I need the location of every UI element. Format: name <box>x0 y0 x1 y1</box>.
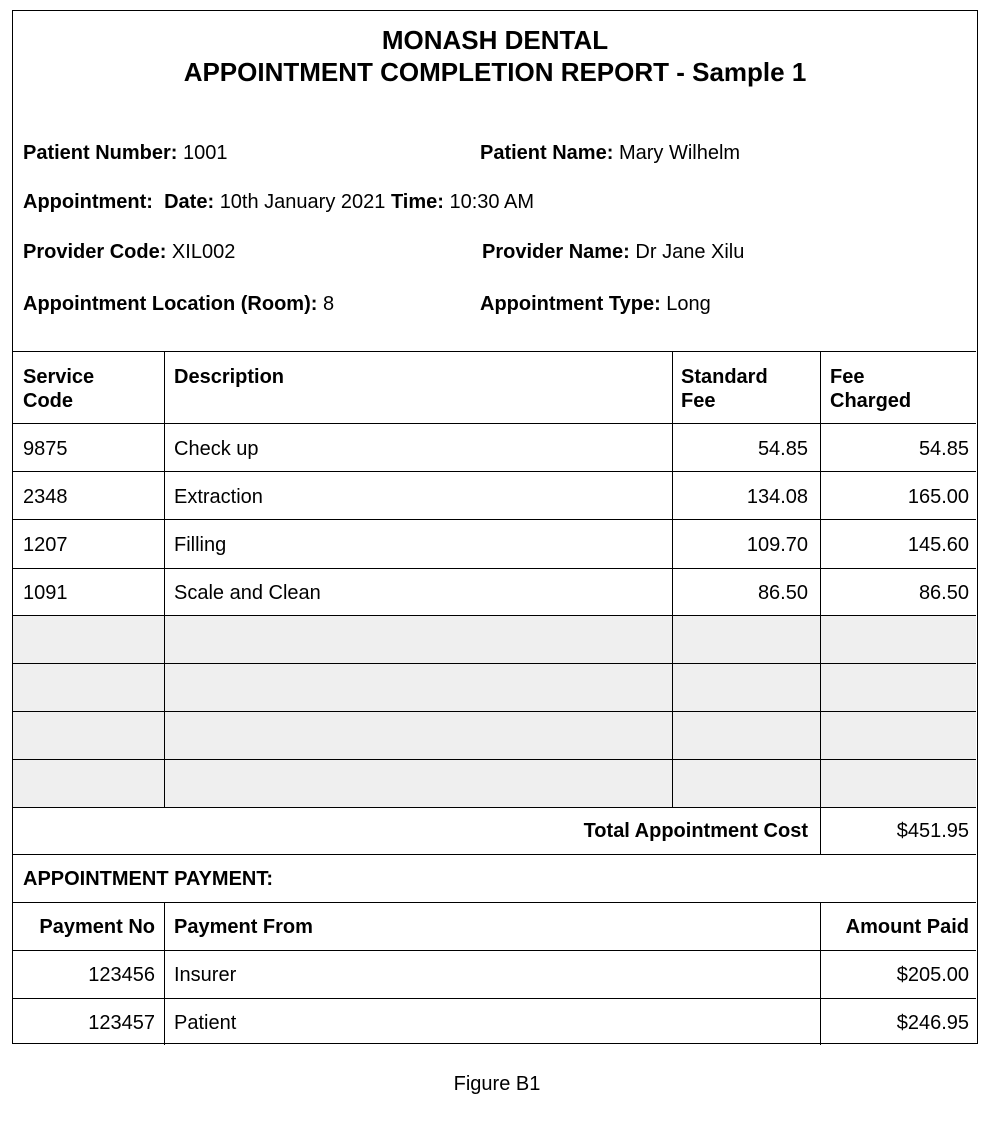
divider <box>13 998 976 999</box>
service-code: 1207 <box>23 534 68 556</box>
provider-code-value: XIL002 <box>171 241 236 263</box>
appointment-type <box>480 292 711 316</box>
appointment-type-value: Long <box>666 293 711 315</box>
payment-amount: $246.95 <box>896 1012 969 1034</box>
patient-number-value: 1001 <box>183 142 228 164</box>
divider <box>13 615 976 616</box>
divider <box>13 471 976 472</box>
patient-name-value: Mary Wilhelm <box>618 142 741 164</box>
provider-name-value: Dr Jane Xilu <box>635 241 745 263</box>
service-fee-charged: 145.60 <box>907 534 969 556</box>
appointment-date-label: Date: <box>164 191 215 213</box>
header-payment-from: Payment From <box>174 916 313 938</box>
appointment-location <box>23 292 334 316</box>
payment-no: 123457 <box>88 1012 155 1034</box>
divider <box>13 902 976 903</box>
divider <box>13 711 976 712</box>
column-divider <box>164 351 165 807</box>
header-standard-fee-line2: Fee <box>681 390 716 412</box>
appointment-location-label: Appointment Location (Room): <box>23 293 318 315</box>
header-description: Description <box>174 366 285 388</box>
header-service-code-line1: Service <box>23 366 95 388</box>
appointment-location-value: 8 <box>322 293 335 315</box>
payment-no: 123456 <box>88 964 155 986</box>
divider <box>13 663 976 664</box>
divider <box>13 759 976 760</box>
divider <box>13 519 976 520</box>
service-description: Filling <box>174 534 227 556</box>
header-standard-fee-line1: Standard <box>681 366 768 388</box>
figure-caption: Figure B1 <box>453 1073 541 1095</box>
header-standard-fee <box>681 365 816 413</box>
payment-amount: $205.00 <box>896 964 969 986</box>
header-service-code <box>23 365 158 413</box>
appointment-label: Appointment: <box>23 191 153 213</box>
header-fee-charged-line2: Charged <box>830 390 912 412</box>
report-title: APPOINTMENT COMPLETION REPORT - Sample 1 <box>183 57 807 87</box>
payment-from: Insurer <box>174 964 237 986</box>
patient-number-label: Patient Number: <box>23 142 178 164</box>
service-description: Extraction <box>174 486 263 508</box>
service-code: 1091 <box>23 582 68 604</box>
header-amount-paid: Amount Paid <box>845 916 969 938</box>
total-cost-value: $451.95 <box>896 820 969 842</box>
provider-code <box>23 240 235 264</box>
report-title-clinic: MONASH DENTAL <box>381 25 609 55</box>
service-fee-charged: 54.85 <box>918 438 969 460</box>
service-fee-charged: 165.00 <box>907 486 969 508</box>
service-description: Check up <box>174 438 259 460</box>
divider <box>13 854 976 855</box>
total-cost-label: Total Appointment Cost <box>583 820 808 842</box>
appointment-report <box>12 10 978 1044</box>
divider <box>13 568 976 569</box>
provider-name <box>482 240 744 264</box>
column-divider <box>672 351 673 807</box>
service-standard-fee: 109.70 <box>746 534 808 556</box>
divider <box>13 423 976 424</box>
service-standard-fee: 134.08 <box>746 486 808 508</box>
provider-code-label: Provider Code: <box>23 241 167 263</box>
service-standard-fee: 86.50 <box>757 582 808 604</box>
appointment-time-value: 10:30 AM <box>449 191 534 213</box>
appointment-datetime <box>23 190 534 214</box>
header-fee-charged <box>830 365 970 413</box>
patient-number <box>23 141 228 165</box>
payment-from: Patient <box>174 1012 237 1034</box>
payment-section-label: APPOINTMENT PAYMENT: <box>23 868 274 890</box>
column-divider <box>820 902 821 1045</box>
header-fee-charged-line1: Fee <box>830 366 865 388</box>
appointment-date-value: 10th January 2021 <box>219 191 386 213</box>
divider <box>13 807 976 808</box>
column-divider <box>820 351 821 854</box>
appointment-type-label: Appointment Type: <box>480 293 661 315</box>
divider <box>13 950 976 951</box>
service-code: 2348 <box>23 486 68 508</box>
service-standard-fee: 54.85 <box>757 438 808 460</box>
service-description: Scale and Clean <box>174 582 321 604</box>
patient-name-label: Patient Name: <box>480 142 614 164</box>
service-fee-charged: 86.50 <box>918 582 969 604</box>
provider-name-label: Provider Name: <box>482 241 630 263</box>
appointment-time-label: Time: <box>390 191 444 213</box>
header-service-code-line2: Code <box>23 390 73 412</box>
service-code: 9875 <box>23 438 68 460</box>
patient-name <box>480 141 740 165</box>
header-payment-no: Payment No <box>39 916 155 938</box>
divider <box>13 351 976 352</box>
column-divider <box>164 902 165 1045</box>
